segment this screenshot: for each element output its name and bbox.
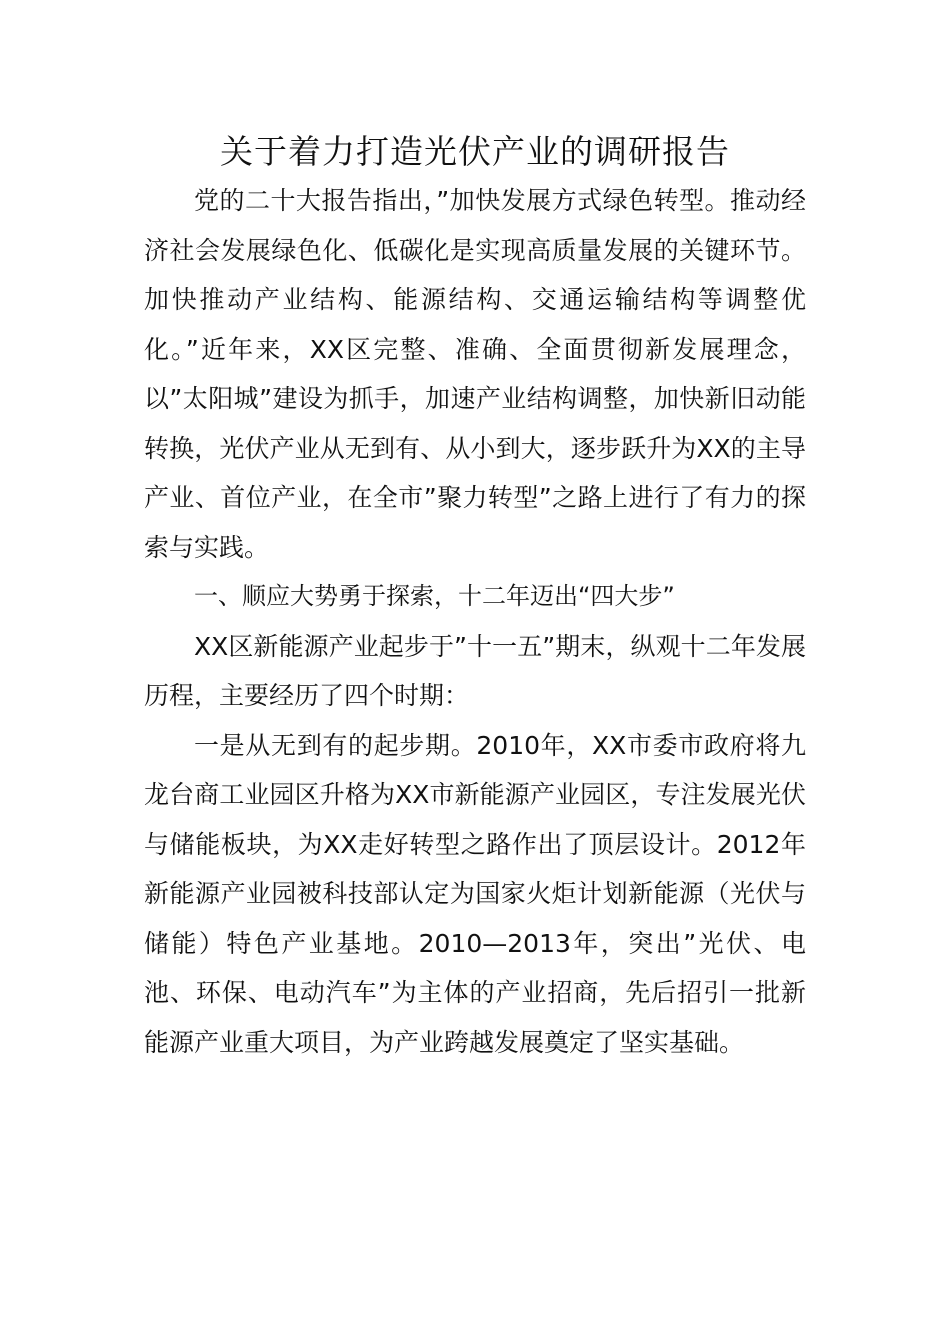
paragraph-overview: XX区新能源产业起步于”十一五”期末，纵观十二年发展历程，主要经历了四个时期： — [144, 631, 806, 710]
section-heading-1: 一、顺应大势勇于探索，十二年迈出“四大步” — [194, 582, 675, 610]
document-title: 关于着力打造光伏产业的调研报告 — [220, 132, 730, 171]
paragraph-stage-1: 一是从无到有的起步期。2010年，XX市委市政府将九龙台商工业园区升格为XX市新能源产业园区，专注发展光伏与储能板块，为XX走好转型之路作出了顶层设计。2012年新能源产业园被科技部认定为国家火炬计划新能源（光伏与储能）特色产业基地。2010—2013年，突出”光伏、电池、环保、电动汽车”为主体的产业招商，先后招引一批新能源产业重大项目，为产业跨越发展奠定了坚实基础。 — [144, 730, 806, 1057]
paragraph-intro: 党的二十大报告指出，”加快发展方式绿色转型。推动经济社会发展绿色化、低碳化是实现高质量发展的关键环节。加快推动产业结构、能源结构、交通运输结构等调整优化。”近年来，XX区完整、准确、全面贯彻新发展理念，以”太阳城”建设为抓手，加速产业结构调整，加快新旧动能转换，光伏产业从无到有、从小到大，逐步跃升为XX的主导产业、首位产业，在全市”聚力转型”之路上进行了有力的探索与实践。 — [144, 186, 806, 562]
document-body — [144, 176, 806, 1067]
